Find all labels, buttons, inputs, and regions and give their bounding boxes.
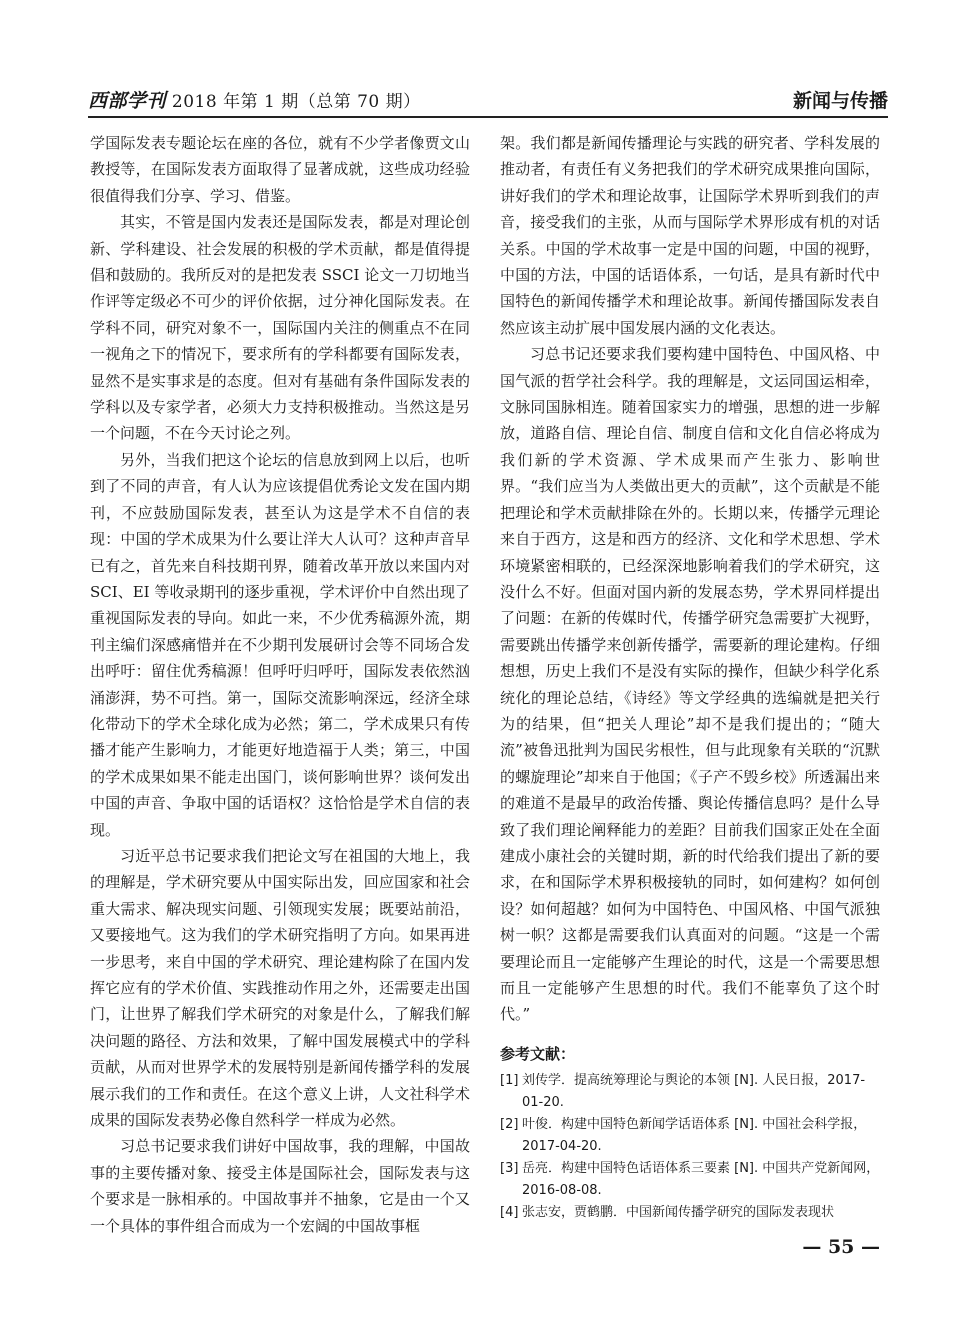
reference-text: 张志安，贾鹤鹏．中国新闻传播学研究的国际发表现状 [522,1205,835,1220]
issue-info: 2018 年第 1 期（总第 70 期） [171,92,421,112]
right-column [500,130,880,1028]
paragraph: 习近平总书记要求我们把论文写在祖国的大地上，我的理解是，学术研究要从中国实际出发，回应国家和社会重大需求、解决现实问题、引领现实发展；既要站前沿，又要接地气。这为我们的学术研究指明了方向。如果再进一步思考，来自中国的学术研究、理论建构除了在国内发挥它应有的学术价值、实践推动作用之外，还需要走出国门，让世界了解我们学术研究的对象是什么，了解我们解决问题的路径、方法和效果，了解中国发展模式中的学科贡献，从而对世界学术的发展特别是新闻传播学科的发展展示我们的工作和责任。在这个意义上讲，人文社科学术成果的国际发表势必像自然科学一样成为必然。 [90,846,470,1130]
left-column [90,130,470,1239]
running-header [88,84,888,114]
references-list [500,1070,886,1224]
reference-text: 刘传学．提高统筹理论与舆论的本领 [N]. 人民日报，2017-01-20. [522,1073,866,1110]
paragraph: 另外，当我们把这个论坛的信息放到网上以后，也听到了不同的声音，有人认为应该提倡优秀论文发在国内期刊，不应鼓励国际发表，甚至认为这是学术不自信的表现：中国的学术成果为什么要让洋大人认可？这种声音早已有之，首先来自科技期刊界，随着改革开放以来国内对 SCI、EI 等收录期刊的逐步重视，学术评价中自然出现了重视国际发表的导向。如此一来，不少优秀稿源外流，期刊主编们深感痛惜并在不少期刊发展研讨会等不同场合发出呼吁：留住优秀稿源！但呼吁归呼吁，国际发表依然汹涌澎湃，势不可挡。第一，国际交流影响深远，经济全球化带动下的学术全球化成为必然；第二，学术成果只有传播才能产生影响力，才能更好地造福于人类；第三，中国的学术成果如果不能走出国门，谈何影响世界？谈何发出中国的声音、争取中国的话语权？这恰恰是学术自信的表现。 [90,450,470,839]
reference-text: 叶俊．构建中国特色新闻学话语体系 [N]. 中国社会科学报，2017-04-20. [522,1117,867,1154]
reference-number: [4] [500,1205,519,1220]
journal-info [88,86,421,113]
page-number: — 55 — [802,1236,880,1258]
paragraph: 其实，不管是国内发表还是国际发表，都是对理论创新、学科建设、社会发展的积极的学术贡献，都是值得提倡和鼓励的。我所反对的是把发表 SSCI 论文一刀切地当作评等定级必不可少的评价依据，过分神化国际发表。在学科不同，研究对象不一，国际国内关注的侧重点不在同一视角之下的情况下，要求所有的学科都要有国际发表，显然不是实事求是的态度。但对有基础有条件国际发表的学科以及专家学者，必须大力支持积极推动。当然这是另一个问题，不在今天讨论之列。 [90,213,470,443]
reference-item [500,1202,886,1224]
reference-number: [1] [500,1073,519,1088]
reference-number: [3] [500,1161,519,1176]
paragraph: 习总书记还要求我们要构建中国特色、中国风格、中国气派的哲学社会科学。我的理解是，文运同国运相牵，文脉同国脉相连。随着国家实力的增强，思想的进一步解放，道路自信、理论自信、制度自信和文化自信必将成为我们新的学术资源、学术成果而产生张力、影响世界。“我们应当为人类做出更大的贡献”，这个贡献是不能把理论和学术贡献排除在外的。长期以来，传播学元理论来自于西方，这是和西方的经济、文化和学术思想、学术环境紧密相联的，已经深深地影响着我们的学术研究，这没什么不好。但面对国内新的发展态势，学术界同样提出了问题：在新的传媒时代，传播学研究急需要扩大视野，需要跳出传播学来创新传播学，需要新的理论建构。仔细想想，历史上我们不是没有实际的操作，但缺少科学化系统化的理论总结，《诗经》等文学经典的选编就是把关行为的结果，但“把关人理论”却不是我们提出的；“随大流”被鲁迅批判为国民劣根性，但与此现象有关联的“沉默的螺旋理论”却来自于他国；《子产不毁乡校》所透漏出来的难道不是最早的政治传播、舆论传播信息吗？是什么导致了我们理论阐释能力的差距？目前我们国家正处在全面建成小康社会的关键时期，新的时代给我们提出了新的要求，在和国际学术界积极接轨的同时，如何建构？如何创设？如何超越？如何为中国特色、中国风格、中国气派独树一帜？这都是需要我们认真面对的问题。“这是一个需要理论而且一定能够产生理论的时代，这是一个需要思想而且一定能够产生思想的时代。我们不能辜负了这个时代。” [500,345,880,1024]
paragraph: 习总书记要求我们讲好中国故事，我的理解，中国故事的主要传播对象、接受主体是国际社会，国际发表与这个要求是一脉相承的。中国故事并不抽象，它是由一个又一个具体的事件组合而成为一个宏阔的中国故事框 [90,1137,470,1235]
reference-item [500,1070,886,1114]
reference-number: [2] [500,1117,519,1132]
references-title: 参考文献： [500,1045,576,1063]
paragraph: 架。我们都是新闻传播理论与实践的研究者、学科发展的推动者，有责任有义务把我们的学术研究成果推向国际，讲好我们的学术和理论故事，让国际学术界听到我们的声音，接受我们的主张，从而与国际学术界形成有机的对话关系。中国的学术故事一定是中国的问题，中国的视野，中国的方法，中国的话语体系，一句话，是具有新时代中国特色的新闻传播学术和理论故事。新闻传播国际发表自然应该主动扩展中国发展内涵的文化表达。 [500,134,880,337]
paragraph: 学国际发表专题论坛在座的各位，就有不少学者像贾文山教授等，在国际发表方面取得了显著成就，这些成功经验很值得我们分享、学习、借鉴。 [90,134,470,205]
reference-item [500,1114,886,1158]
reference-item [500,1158,886,1202]
section-name: 新闻与传播 [792,90,888,112]
header-rule [88,116,888,118]
journal-logo: 西部学刊 [88,90,167,112]
reference-text: 岳亮．构建中国特色话语体系三要素 [N]. 中国共产党新闻网，2016-08-08. [522,1161,880,1198]
